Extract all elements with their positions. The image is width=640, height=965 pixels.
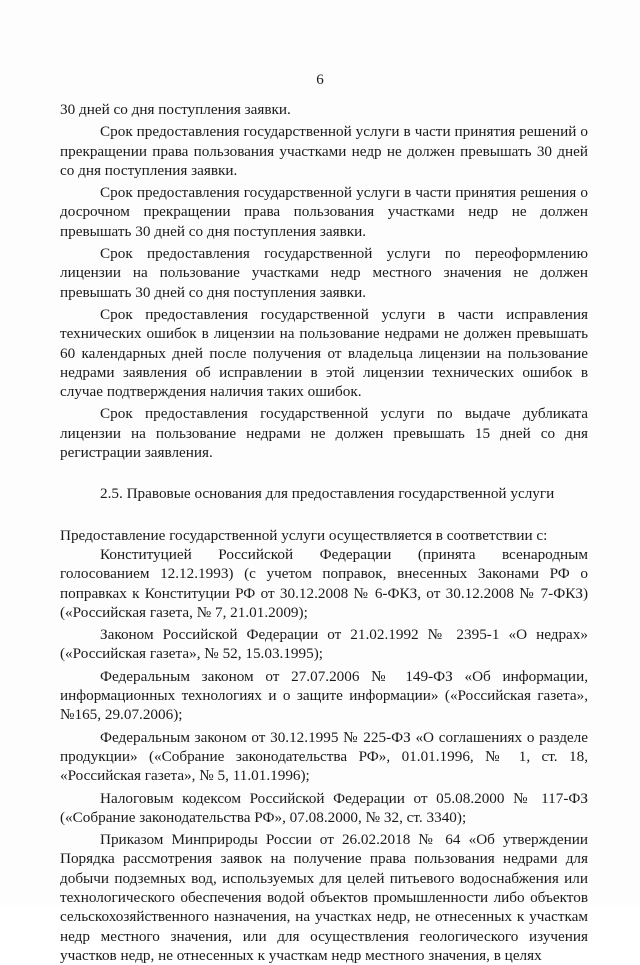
page-number: 6 bbox=[316, 72, 324, 88]
legal-basis-item: Приказом Минприроды России от 26.02.2018 № 64 «Об утверждении Порядка рассмотрения заявок на получение права пользования недрами для добычи подземных вод, используемых для целей питьевого водоснабжения или технологического обеспечения водой объектов промышленности либо объектов сельскохозяйственного назначения, на участках недр, не отнесенных к участкам недр местного значения, или для осуществления геологического изучения участков недр, не отнесенных к участкам недр местного значения, в целях bbox=[60, 831, 588, 964]
legal-basis-item: Федеральным законом от 30.12.1995 № 225-ФЗ «О соглашениях о разделе продукции» («Собрание законодательства РФ», 01.01.1996, № 1, ст. 18, «Российская газета», № 5, 11.01.1996); bbox=[60, 728, 588, 785]
document-body bbox=[60, 100, 588, 965]
legal-intro: Предоставление государственной услуги осуществляется в соответствии с: bbox=[60, 526, 548, 544]
section-heading: 2.5. Правовые основания для предоставления государственной услуги bbox=[100, 485, 555, 503]
legal-basis-item: Конституцией Российской Федерации (принята всенародным голосованием 12.12.1993) (с учетом поправок, внесенных Законами РФ о поправках к Конституции РФ от 30.12.2008 № 6-ФКЗ, от 30.12.2008 № 7-ФКЗ) («Российская газета, № 7, 21.01.2009); bbox=[60, 545, 588, 621]
paragraph-term-continuation: 30 дней со дня поступления заявки. bbox=[60, 101, 291, 118]
paragraph-term-early-termination: Срок предоставления государственной услуги в части принятия решения о досрочном прекращении права пользования участками недр не должен превышать 30 дней со дня поступления заявки. bbox=[60, 184, 588, 240]
legal-basis-item: Налоговым кодексом Российской Федерации от 05.08.2000 № 117-ФЗ («Собрание законодательства РФ», 07.08.2000, № 32, ст. 3340); bbox=[60, 789, 588, 826]
paragraph-term-error-correction: Срок предоставления государственной услуги в части исправления технических ошибок в лицензии на пользование недрами не должен превышать 60 календарных дней после получения от владельца лицензии на пользование недрами заявления об исправлении в этой лицензии технических ошибок в случае подтверждения наличия таких ошибок. bbox=[60, 305, 588, 401]
paragraph-term-termination: Срок предоставления государственной услуги в части принятия решений о прекращении права пользования участками недр не должен превышать 30 дней со дня поступления заявки. bbox=[60, 123, 588, 179]
legal-basis-item: Законом Российской Федерации от 21.02.1992 № 2395-1 «О недрах» («Российская газета», № 52, 15.03.1995); bbox=[60, 626, 588, 663]
paragraph-term-duplicate: Срок предоставления государственной услуги по выдаче дубликата лицензии на пользование недрами не должен превышать 15 дней со дня регистрации заявления. bbox=[60, 405, 588, 462]
legal-basis-item: Федеральным законом от 27.07.2006 № 149-ФЗ «Об информации, информационных технологиях и о защите информации» («Российская газета», №165, 29.07.2006); bbox=[60, 667, 588, 724]
paragraph-term-reissue: Срок предоставления государственной услуги по переоформлению лицензии на пользование участками недр местного значения не должен превышать 30 дней со дня поступления заявки. bbox=[60, 245, 588, 301]
